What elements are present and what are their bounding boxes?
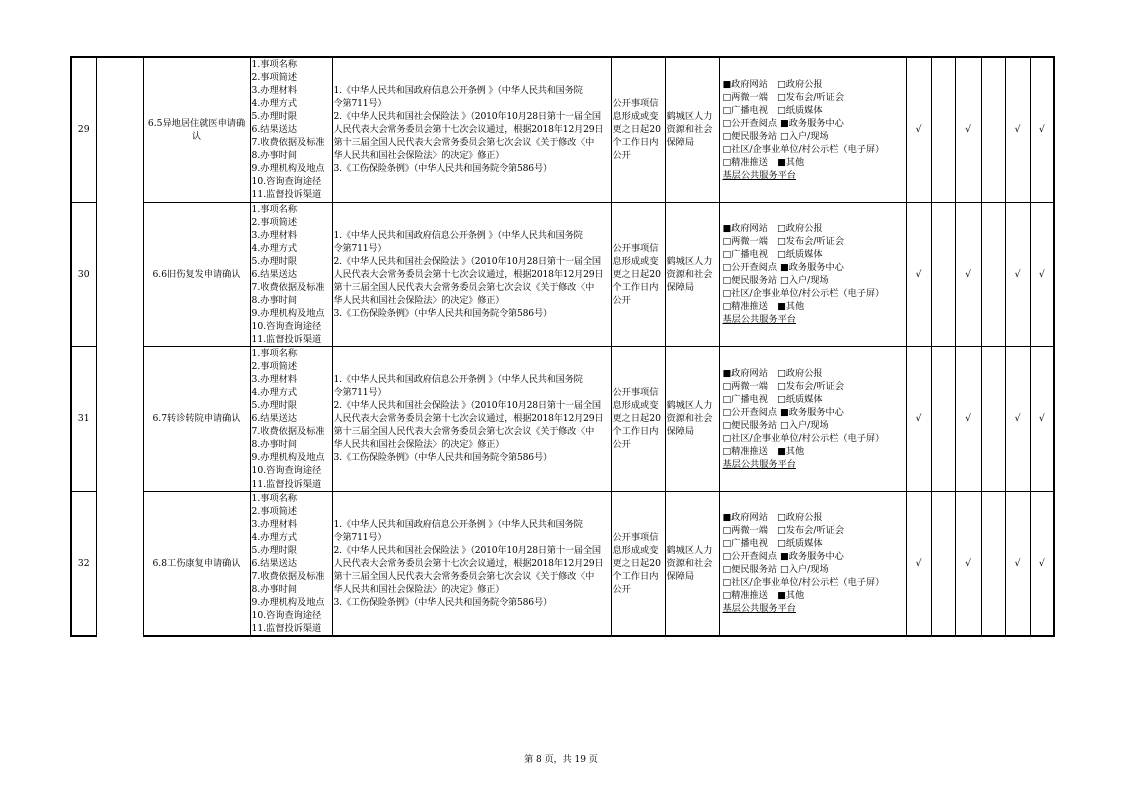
table-row [71,57,1054,202]
channel-option: □便民服务站 □入户/现场 [722,419,829,431]
content-list-item: 4.办理方式 [251,387,298,399]
channel-option: □公开查阅点 ■政务服务中心 [722,262,844,274]
content-list-item: 11.监督投诉渠道 [251,623,322,635]
scope-check-cell [1030,347,1054,492]
item-name-cell [143,202,250,347]
disclosure-time-line: 更之日起20 [612,124,661,136]
content-list-item: 10.咨询查询途径 [251,320,322,332]
content-list-item: 8.办事时间 [251,583,298,595]
legal-basis-line: 3.《工伤保险条例》（中华人民共和国务院令第586号） [333,452,552,464]
disclosure-time-line: 公开事项信 [612,242,659,254]
content-list-item: 1.事项名称 [251,59,298,70]
check-mark: √ [915,413,922,425]
check-mark: √ [1038,268,1045,280]
channel-line [723,78,905,91]
content-list-item: 11.监督投诉渠道 [251,189,322,201]
disclosure-time-line: 个工作日内 [612,570,659,582]
channel-line [723,274,905,287]
scope-check-cell [931,347,955,492]
content-list-item: 5.办理时限 [251,111,298,123]
disclosure-time-line: 个工作日内 [612,137,659,149]
scope-check-cell [955,57,981,202]
channel-option: □便民服务站 □入户/现场 [722,130,829,142]
channel-line [723,432,905,445]
channel-line [723,511,905,524]
legal-basis-cell [332,202,611,347]
scope-check-cell [955,491,981,636]
content-list-item: 3.办理材料 [251,518,298,530]
row-number: 32 [77,557,90,569]
scope-check-cell [1005,202,1030,347]
channel-option: □广播电视 □纸质媒体 [722,393,823,405]
content-list-item: 3.办理材料 [251,229,298,241]
disclosure-time-line: 更之日起20 [612,557,661,569]
table-row [71,202,1054,347]
scope-check-cell [1030,202,1054,347]
row-number: 29 [77,124,90,136]
spacer-cell [96,491,143,636]
channel-line [723,261,905,274]
content-list-item: 6.结果送达 [251,124,298,136]
content-list-item: 2.事项简述 [251,216,298,228]
scope-check-cell [1005,491,1030,636]
channel-option: ■政府网站 □政府公报 [722,78,823,90]
item-name-cell [143,347,250,492]
content-list-item: 7.收费依据及标准 [251,570,325,582]
legal-basis-line: 华人民共和国社会保险法〉的决定》修正） [333,439,505,451]
disclosure-time-line: 公开事项信 [612,98,659,110]
legal-basis-line: 人民代表大会常务委员会第十七次会议通过，根据2018年12月29日 [333,124,604,136]
scope-check-cell [1005,347,1030,492]
disclosure-body-line: 资源和社会 [666,557,713,569]
disclosure-time-line: 公开事项信 [612,387,659,399]
disclosure-body-line: 保障局 [666,137,695,149]
row-number-cell [71,57,96,202]
legal-basis-line: 3.《工伤保险条例》（中华人民共和国务院令第586号） [333,307,552,319]
check-mark: √ [915,124,922,136]
content-list-item: 8.办事时间 [251,294,298,306]
scope-check-cell [981,491,1005,636]
channel-option: □精准推送 ■其他 [722,445,805,457]
channel-line [723,287,905,300]
channel-option: □广播电视 □纸质媒体 [722,538,823,550]
item-name: 6.7转诊转院申请确认 [152,413,241,425]
disclosure-table [70,56,1055,637]
legal-basis-line: 1.《中华人民共和国政府信息公开条例 》（中华人民共和国务院 [333,518,583,530]
content-list-item: 4.办理方式 [251,531,298,543]
channel-option: □精准推送 ■其他 [722,156,805,168]
channel-line [723,248,905,261]
scope-check-cell [1030,57,1054,202]
content-list-item: 2.事项简述 [251,505,298,517]
channel-line [723,406,905,419]
disclosure-body-cell [665,347,719,492]
disclosure-time-line: 个工作日内 [612,426,659,438]
disclosure-body-line: 保障局 [666,426,695,438]
content-list-cell [250,202,332,347]
page-footer: 第 8 页，共 19 页 [524,755,598,765]
content-list-item: 2.事项简述 [251,72,298,84]
content-list-item: 4.办理方式 [251,242,298,254]
channel-option: □便民服务站 □入户/现场 [722,564,829,576]
legal-basis-line: 3.《工伤保险条例》（中华人民共和国务院令第586号） [333,596,552,608]
legal-basis-line: 令第711号） [333,242,387,254]
content-list-item: 9.办理机构及地点 [251,163,325,175]
row-number: 31 [77,413,90,425]
disclosure-body-line: 鹤城区人力 [666,111,713,123]
item-name: 6.6旧伤复发申请确认 [152,268,241,280]
channel-line [723,130,905,143]
content-list-item: 6.结果送达 [251,413,298,425]
legal-basis-line: 第十三届全国人民代表大会常务委员会第七次会议《关于修改〈中 [333,281,595,293]
channel-line [723,393,905,406]
legal-basis-line: 第十三届全国人民代表大会常务委员会第七次会议《关于修改〈中 [333,570,595,582]
content-list-item: 3.办理材料 [251,85,298,97]
disclosure-body-line: 鹤城区人力 [666,255,713,267]
content-list-item: 10.咨询查询途径 [251,465,322,477]
content-list-item: 2.事项简述 [251,361,298,373]
legal-basis-line: 2.《中华人民共和国社会保险法 》（2010年10月28日第十一届全国 [333,255,601,267]
channel-option: □社区/企事业单位/村公示栏（电子屏） [722,143,885,155]
channel-option: □公开查阅点 ■政务服务中心 [722,406,844,418]
legal-basis-cell [332,491,611,636]
disclosure-time-line: 公开 [612,294,631,306]
disclosure-body-line: 鹤城区人力 [666,400,713,412]
table-row [71,347,1054,492]
channel-line [723,300,905,326]
spacer-cell [96,202,143,347]
disclosure-body-line: 资源和社会 [666,413,713,425]
channel-line [723,524,905,537]
scope-check-cell [981,57,1005,202]
content-list-item: 10.咨询查询途径 [251,176,322,188]
content-list-item: 5.办理时限 [251,544,298,556]
channel-line [723,576,905,589]
legal-basis-line: 人民代表大会常务委员会第十七次会议通过，根据2018年12月29日 [333,557,604,569]
disclosure-time-line: 息形成或变 [612,255,659,267]
legal-basis-line: 华人民共和国社会保险法〉的决定》修正） [333,294,505,306]
row-number-cell [71,491,96,636]
channel-option: □广播电视 □纸质媒体 [722,104,823,116]
disclosure-time-line: 个工作日内 [612,281,659,293]
scope-check-cell [906,347,931,492]
content-list-item: 10.咨询查询途径 [251,609,322,621]
channel-line [723,589,905,615]
disclosure-channels-cell [719,491,906,636]
content-list-item: 1.事项名称 [251,203,298,215]
scope-check-cell [931,202,955,347]
scope-check-cell [981,202,1005,347]
content-list-cell [250,57,332,202]
disclosure-body-line: 资源和社会 [666,268,713,280]
content-list-item: 8.办事时间 [251,150,298,162]
content-list-cell [250,347,332,492]
row-number: 30 [77,268,90,280]
scope-check-cell [981,347,1005,492]
check-mark: √ [1014,124,1021,136]
channel-option: □广播电视 □纸质媒体 [722,249,823,261]
channel-line [723,235,905,248]
disclosure-time-cell [611,491,665,636]
disclosure-body-cell [665,202,719,347]
channel-option: □社区/企事业单位/村公示栏（电子屏） [722,288,885,300]
scope-check-cell [1030,491,1054,636]
disclosure-time-line: 息形成或变 [612,400,659,412]
channel-other-platform: 基层公共服务平台 [722,603,796,615]
disclosure-channels-cell [719,202,906,347]
channel-line [723,445,905,471]
channel-other-platform: 基层公共服务平台 [722,458,796,470]
content-list-item: 8.办事时间 [251,439,298,451]
legal-basis-line: 2.《中华人民共和国社会保险法 》（2010年10月28日第十一届全国 [333,400,601,412]
disclosure-time-line: 更之日起20 [612,413,661,425]
disclosure-time-cell [611,202,665,347]
channel-line [723,537,905,550]
disclosure-time-line: 公开 [612,583,631,595]
channel-line [723,143,905,156]
check-mark: √ [915,268,922,280]
disclosure-body-line: 保障局 [666,281,695,293]
channel-line [723,91,905,104]
scope-check-cell [955,347,981,492]
check-mark: √ [1038,557,1045,569]
channel-option: □公开查阅点 ■政务服务中心 [722,551,844,563]
disclosure-body-line: 鹤城区人力 [666,544,713,556]
disclosure-body-cell [665,57,719,202]
channel-option: □两微一端 □发布会/听证会 [722,91,845,103]
item-name: 6.8工伤康复申请确认 [152,557,241,569]
check-mark: √ [1038,413,1045,425]
channel-line [723,367,905,380]
content-list-item: 7.收费依据及标准 [251,281,325,293]
scope-check-cell [906,491,931,636]
content-list-item: 11.监督投诉渠道 [251,478,322,490]
disclosure-time-cell [611,347,665,492]
legal-basis-line: 华人民共和国社会保险法〉的决定》修正） [333,583,505,595]
row-number-cell [71,347,96,492]
disclosure-time-line: 更之日起20 [612,268,661,280]
content-list-item: 4.办理方式 [251,98,298,110]
legal-basis-cell [332,347,611,492]
legal-basis-line: 华人民共和国社会保险法〉的决定》修正） [333,150,505,162]
channel-option: □精准推送 ■其他 [722,590,805,602]
channel-option: □便民服务站 □入户/现场 [722,275,829,287]
check-mark: √ [915,557,922,569]
content-list-item: 1.事项名称 [251,348,298,360]
legal-basis-line: 2.《中华人民共和国社会保险法 》（2010年10月28日第十一届全国 [333,544,601,556]
content-list-item: 9.办理机构及地点 [251,307,325,319]
legal-basis-line: 第十三届全国人民代表大会常务委员会第七次会议《关于修改〈中 [333,426,595,438]
legal-basis-cell [332,57,611,202]
disclosure-body-line: 资源和社会 [666,124,713,136]
channel-line [723,563,905,576]
table-body [71,57,1054,636]
check-mark: √ [1014,413,1021,425]
channel-option: □精准推送 ■其他 [722,301,805,313]
scope-check-cell [1005,57,1030,202]
check-mark: √ [1038,124,1045,136]
disclosure-time-line: 息形成或变 [612,544,659,556]
legal-basis-line: 3.《工伤保险条例》（中华人民共和国务院令第586号） [333,163,552,175]
channel-line [723,156,905,182]
legal-basis-line: 令第711号） [333,387,387,399]
legal-basis-line: 人民代表大会常务委员会第十七次会议通过，根据2018年12月29日 [333,268,604,280]
check-mark: √ [965,124,971,136]
scope-check-cell [906,57,931,202]
channel-option: □两微一端 □发布会/听证会 [722,236,845,248]
disclosure-channels-cell [719,347,906,492]
legal-basis-line: 人民代表大会常务委员会第十七次会议通过，根据2018年12月29日 [333,413,604,425]
legal-basis-line: 1.《中华人民共和国政府信息公开条例 》（中华人民共和国务院 [333,85,583,97]
scope-check-cell [955,202,981,347]
disclosure-time-line: 公开事项信 [612,531,659,543]
content-list-item: 7.收费依据及标准 [251,137,325,149]
legal-basis-line: 2.《中华人民共和国社会保险法 》（2010年10月28日第十一届全国 [333,111,601,123]
content-list-item: 3.办理材料 [251,374,298,386]
channel-other-platform: 基层公共服务平台 [722,169,796,181]
spacer-cell [96,347,143,492]
channel-line [723,222,905,235]
scope-check-cell [931,491,955,636]
channel-line [723,550,905,563]
channel-option: □公开查阅点 ■政务服务中心 [722,117,844,129]
content-list-item: 6.结果送达 [251,268,298,280]
channel-option: ■政府网站 □政府公报 [722,512,823,524]
legal-basis-line: 1.《中华人民共和国政府信息公开条例 》（中华人民共和国务院 [333,374,583,386]
check-mark: √ [965,268,971,280]
content-list-item: 11.监督投诉渠道 [251,333,322,345]
channel-other-platform: 基层公共服务平台 [722,314,796,326]
scope-check-cell [906,202,931,347]
legal-basis-line: 令第711号） [333,98,387,110]
legal-basis-line: 1.《中华人民共和国政府信息公开条例 》（中华人民共和国务院 [333,229,583,241]
row-number-cell [71,202,96,347]
scope-check-cell [931,57,955,202]
channel-option: □社区/企事业单位/村公示栏（电子屏） [722,432,885,444]
legal-basis-line: 第十三届全国人民代表大会常务委员会第七次会议《关于修改〈中 [333,137,595,149]
check-mark: √ [965,557,971,569]
disclosure-time-line: 息形成或变 [612,111,659,123]
disclosure-channels-cell [719,57,906,202]
content-list-cell [250,491,332,636]
content-list-item: 6.结果送达 [251,557,298,569]
channel-line [723,117,905,130]
content-list-item: 5.办理时限 [251,255,298,267]
content-list-item: 5.办理时限 [251,400,298,412]
content-list-item: 9.办理机构及地点 [251,452,325,464]
channel-option: □两微一端 □发布会/听证会 [722,525,845,537]
check-mark: √ [1014,268,1021,280]
channel-option: □社区/企事业单位/村公示栏（电子屏） [722,577,885,589]
channel-line [723,419,905,432]
channel-line [723,380,905,393]
content-list-item: 7.收费依据及标准 [251,426,325,438]
channel-option: ■政府网站 □政府公报 [722,223,823,235]
channel-line [723,104,905,117]
disclosure-body-cell [665,491,719,636]
disclosure-time-line: 公开 [612,439,631,451]
item-name: 6.5异地居住就医申请确认 [147,117,246,142]
disclosure-body-line: 保障局 [666,570,695,582]
disclosure-time-cell [611,57,665,202]
spacer-cell [96,57,143,202]
content-list-item: 1.事项名称 [251,492,298,504]
legal-basis-line: 令第711号） [333,531,387,543]
channel-option: ■政府网站 □政府公报 [722,367,823,379]
item-name-cell [143,491,250,636]
content-list-item: 9.办理机构及地点 [251,596,325,608]
item-name-cell [143,57,250,202]
check-mark: √ [1014,557,1021,569]
check-mark: √ [965,413,971,425]
table-row [71,491,1054,636]
disclosure-time-line: 公开 [612,150,631,162]
channel-option: □两微一端 □发布会/听证会 [722,380,845,392]
